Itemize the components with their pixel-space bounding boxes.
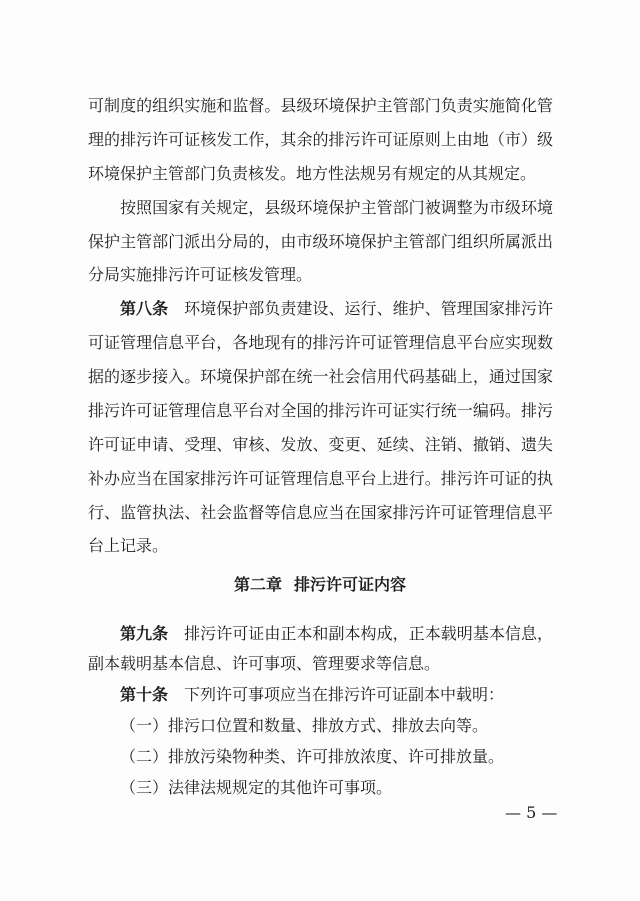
page-number: — 5 —	[505, 803, 558, 822]
paragraph-text: 环境保护主管部门负责核发。地方性法规另有规定的从其规定。	[88, 164, 537, 183]
article-10-line	[120, 684, 553, 706]
list-item-text: （二）排放污染物种类、许可排放浓度、许可排放量。	[120, 747, 505, 766]
list-item	[120, 746, 553, 768]
article-text: 可证管理信息平台，各地现有的排污许可证管理信息平台应实现数	[88, 333, 553, 352]
paragraph-text: 理的排污许可证核发工作，其余的排污许可证原则上由地（市）级	[88, 130, 553, 149]
list-item-text: （三）法律法规规定的其他许可事项。	[120, 778, 393, 797]
article-text: 环境保护部负责建设、运行、维护、管理国家排污许	[184, 299, 553, 318]
paragraph-line	[88, 163, 553, 185]
article-8-line	[120, 298, 553, 320]
list-item	[120, 715, 553, 737]
list-item-text: （一）排污口位置和数量、排放方式、排放去向等。	[120, 716, 489, 735]
chapter-title: 排污许可证内容	[294, 575, 407, 594]
article-8-line	[88, 502, 553, 524]
article-8-line	[88, 535, 553, 557]
paragraph-line	[120, 197, 553, 219]
paragraph-line	[88, 264, 553, 286]
article-9-line	[88, 653, 553, 675]
article-10-label: 第十条	[120, 685, 169, 704]
article-text: 许可证申请、受理、审核、发放、变更、延续、注销、撤销、遗失	[88, 435, 553, 454]
paragraph-text: 分局实施排污许可证核发管理。	[88, 265, 313, 284]
article-text: 副本载明基本信息、许可事项、管理要求等信息。	[88, 654, 441, 673]
article-8-line	[88, 400, 553, 422]
article-8-line	[88, 332, 553, 354]
article-9-label: 第九条	[120, 624, 169, 643]
article-8-label: 第八条	[120, 299, 169, 318]
paragraph-text: 可制度的组织实施和监督。县级环境保护主管部门负责实施简化管	[88, 96, 553, 115]
list-item	[120, 777, 553, 799]
paragraph-line	[88, 129, 553, 151]
paragraph-line	[88, 95, 553, 117]
article-text: 补办应当在国家排污许可证管理信息平台上进行。排污许可证的执	[88, 469, 553, 488]
chapter-heading	[0, 574, 640, 596]
article-8-line	[88, 366, 553, 388]
paragraph-text: 按照国家有关规定，县级环境保护主管部门被调整为市级环境	[120, 198, 553, 217]
article-9-line	[120, 623, 553, 645]
article-8-line	[88, 468, 553, 490]
article-text: 排污许可证由正本和副本构成，正本载明基本信息，	[184, 624, 553, 643]
chapter-label: 第二章	[233, 575, 282, 594]
article-text: 行、监管执法、社会监督等信息应当在国家排污许可证管理信息平	[88, 503, 553, 522]
paragraph-text: 保护主管部门派出分局的，由市级环境保护主管部门组织所属派出	[88, 232, 553, 251]
article-text: 下列许可事项应当在排污许可证副本中载明：	[184, 685, 505, 704]
article-text: 据的逐步接入。环境保护部在统一社会信用代码基础上，通过国家	[88, 367, 553, 386]
paragraph-line	[88, 231, 553, 253]
article-text: 台上记录。	[88, 536, 169, 555]
article-text: 排污许可证管理信息平台对全国的排污许可证实行统一编码。排污	[88, 401, 553, 420]
article-8-line	[88, 434, 553, 456]
